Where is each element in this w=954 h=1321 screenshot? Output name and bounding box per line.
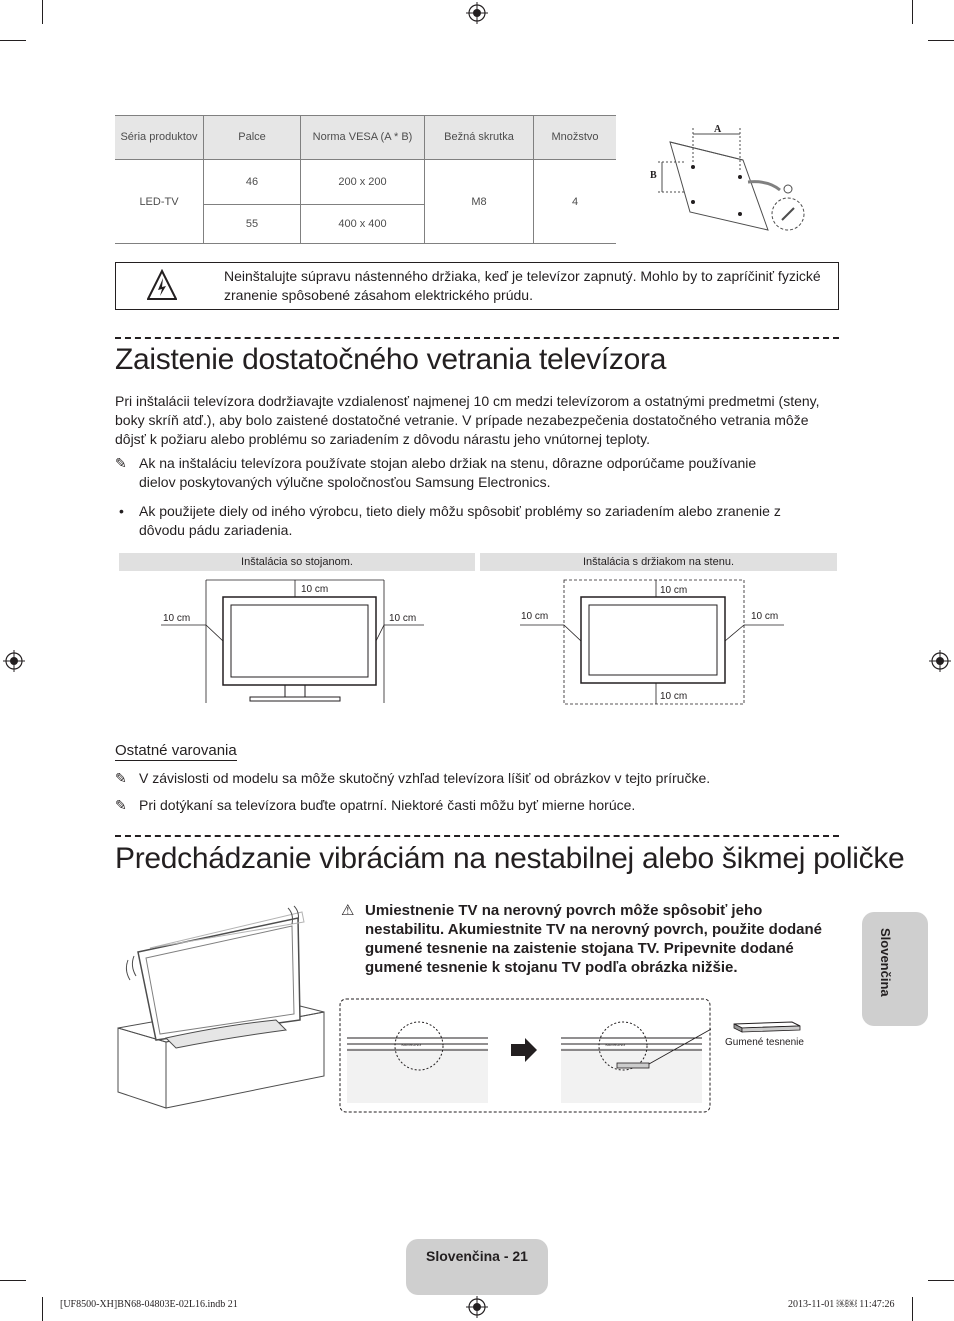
uneven-surface-warning xyxy=(341,901,843,977)
vesa-mount-diagram xyxy=(648,122,818,240)
page-number-label: Slovenčina - 21 xyxy=(426,1248,528,1264)
tv-on-shelf-illustration xyxy=(116,900,328,1110)
table-cell-vesa: 200 x 200 xyxy=(301,160,425,205)
diagram-label-a: A xyxy=(714,124,722,135)
table-cell-quantity: 4 xyxy=(534,160,617,244)
section-title-ventilation: Zaistenie dostatočného vetrania televízora xyxy=(115,343,667,376)
crop-mark xyxy=(928,1280,954,1281)
other-warning-item: V závislosti od modelu sa môže skutočný vzhľad televízora líšiť od obrázkov v tejto príručke. xyxy=(139,770,711,786)
electric-warning-icon xyxy=(147,269,177,301)
crop-mark xyxy=(912,0,913,24)
distance-label-top: 10 cm xyxy=(660,585,688,596)
wall-install-header: Inštalácia s držiakom na stenu. xyxy=(480,553,837,571)
warning-text: Neinštalujte súpravu nástenného držiaka, keď je televízor zapnutý. Mohlo by to zapríčiniť fyzické zranenie spôsobené zásahom elektrického prúdu. xyxy=(224,268,821,303)
crop-mark xyxy=(0,40,26,41)
note-symbol: ✎ xyxy=(115,455,127,471)
stand-install-header: Inštalácia so stojanom. xyxy=(119,553,475,571)
stand-installation-diagram xyxy=(119,575,475,705)
other-warnings-title: Ostatné varovania xyxy=(115,742,237,759)
table-header: Norma VESA (A * B) xyxy=(301,116,425,160)
crop-mark xyxy=(42,0,43,24)
rubber-pad-label: Gumené tesnenie xyxy=(725,1037,804,1048)
bullet-symbol: • xyxy=(119,503,124,519)
table-header: Séria produktov xyxy=(115,116,204,160)
diagram-label-b: B xyxy=(650,170,657,181)
rubber-pad-diagram xyxy=(339,998,711,1114)
samsung-logo: SAMSUNG xyxy=(605,1042,626,1047)
samsung-parts-note: Ak na inštaláciu televízora používate stojan alebo držiak na stenu, dôrazne odporúčame používanie dielov poskytovaných výlučne spoločnosťou Samsung Electronics. xyxy=(139,455,757,490)
distance-label-left: 10 cm xyxy=(163,613,191,624)
note-symbol: ✎ xyxy=(115,797,127,813)
table-cell-series: LED-TV xyxy=(115,160,204,244)
section-divider xyxy=(115,337,839,339)
distance-label-top: 10 cm xyxy=(301,584,329,595)
table-cell-inches: 55 xyxy=(204,205,301,244)
crop-mark xyxy=(0,1280,26,1281)
distance-label-right: 10 cm xyxy=(389,613,417,624)
table-header: Množstvo xyxy=(534,116,617,160)
table-header: Bežná skrutka xyxy=(425,116,534,160)
caution-icon: ⚠ xyxy=(341,902,355,919)
registration-mark-icon xyxy=(466,1296,488,1318)
rubber-pad-icon xyxy=(732,1018,802,1034)
distance-label-right: 10 cm xyxy=(751,611,779,622)
language-side-tab xyxy=(862,912,928,1026)
section-divider xyxy=(115,835,839,837)
page-number-badge xyxy=(406,1239,548,1295)
distance-label-left: 10 cm xyxy=(521,611,549,622)
language-side-tab-label: Slovenčina xyxy=(878,928,893,997)
crop-mark xyxy=(42,1297,43,1321)
table-header: Palce xyxy=(204,116,301,160)
vesa-spec-table xyxy=(115,115,616,244)
registration-mark-icon xyxy=(929,650,951,672)
table-cell-screw: M8 xyxy=(425,160,534,244)
warning-box xyxy=(115,262,839,310)
footer-timestamp: 2013-11-01 ￼￼ 11:47:26 xyxy=(788,1299,895,1310)
note-symbol: ✎ xyxy=(115,770,127,786)
crop-mark xyxy=(912,1297,913,1321)
registration-mark-icon xyxy=(3,650,25,672)
other-warning-item: Pri dotýkaní sa televízora buďte opatrní. Niektoré časti môžu byť mierne horúce. xyxy=(139,797,636,813)
footer-file-info: [UF8500-XH]BN68-04803E-02L16.indb 21 xyxy=(60,1299,238,1310)
samsung-logo: SAMSUNG xyxy=(401,1042,422,1047)
wall-installation-diagram xyxy=(480,575,837,707)
uneven-surface-text: Umiestnenie TV na nerovný povrch môže spôsobiť jeho nestabilitu. Akumiestnite TV na nerovný povrch, použite dodané gumené tesnenie na zaistenie stojana TV. Pripevnite dodané gumené tesnenie k stojanu TV podľa obrázka nižšie. xyxy=(365,902,823,976)
table-cell-inches: 46 xyxy=(204,160,301,205)
section-title-vibration: Predchádzanie vibráciám na nestabilnej alebo šikmej poličke xyxy=(115,842,905,875)
other-parts-bullet: Ak použijete diely od iného výrobcu, tieto diely môžu spôsobiť problémy so zariadením alebo zranenie z dôvodu pádu zariadenia. xyxy=(139,503,781,538)
distance-label-bottom: 10 cm xyxy=(660,691,688,702)
registration-mark-icon xyxy=(466,2,488,24)
crop-mark xyxy=(928,40,954,41)
table-cell-vesa: 400 x 400 xyxy=(301,205,425,244)
ventilation-intro: Pri inštalácii televízora dodržiavajte vzdialenosť najmenej 10 cm medzi televízorom a ostatnými predmetmi (steny, boky skríň atď.), aby bolo zaistené dostatočné vetranie. V prípade nezabezpečenia dostatočného vetrania môže dôjsť k požiaru alebo problému so zariadením z dôvodu nárastu jeho vnútornej teploty. xyxy=(115,393,820,447)
